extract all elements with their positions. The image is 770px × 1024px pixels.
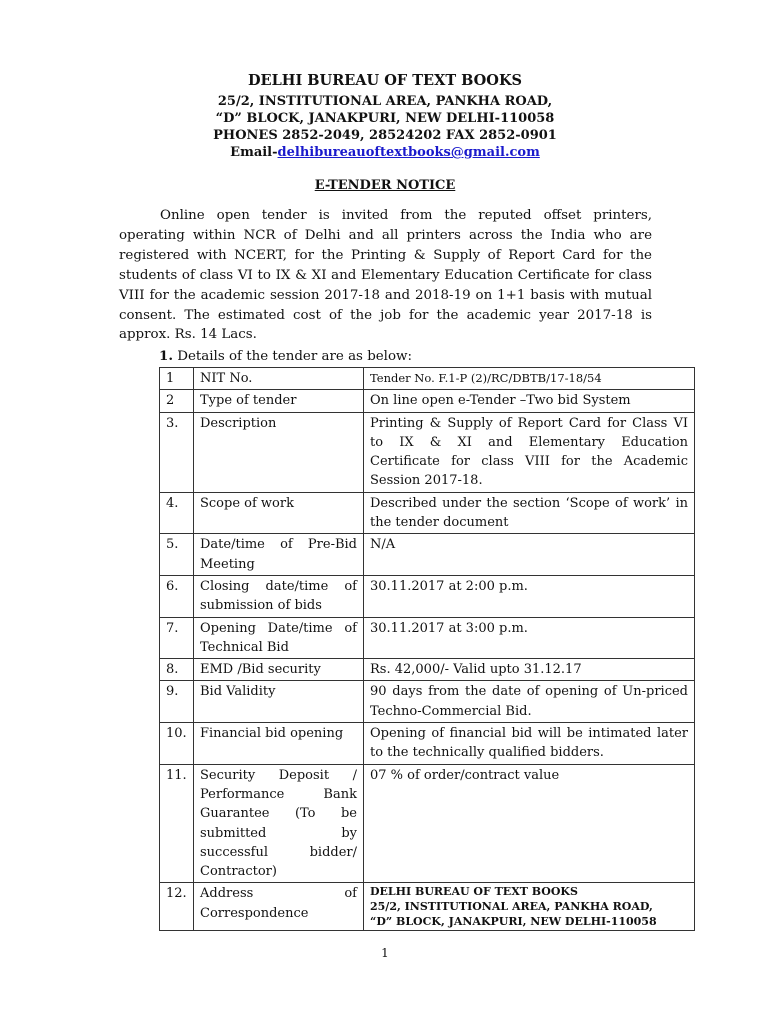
address-line: “D” BLOCK, JANAKPURI, NEW DELHI-110058 [370, 915, 657, 929]
row-number: 10. [160, 723, 194, 765]
table-row [160, 764, 695, 883]
intro-paragraph [119, 206, 652, 345]
table-row [160, 390, 695, 412]
row-number: 3. [160, 412, 194, 492]
row-number: 1 [160, 368, 194, 390]
table-row [160, 412, 695, 492]
address-line: DELHI BUREAU OF TEXT BOOKS [370, 885, 578, 899]
notice-title: E-TENDER NOTICE [314, 178, 456, 193]
email-label: Email- [230, 145, 278, 160]
table-row [160, 492, 695, 534]
row-item: Description [194, 412, 364, 492]
row-number: 8. [160, 659, 194, 681]
row-item: NIT No. [194, 368, 364, 390]
org-name: DELHI BUREAU OF TEXT BOOKS [247, 72, 523, 89]
row-detail: 07 % of order/contract value [364, 764, 695, 883]
row-item: Bid Validity [194, 681, 364, 723]
table-row [160, 575, 695, 617]
table-row [160, 723, 695, 765]
row-item: Date/time of Pre-Bid Meeting [194, 534, 364, 576]
row-detail: N/A [364, 534, 695, 576]
row-item: Security Deposit / Performance Bank Guarantee (To be submitted by successful bidder/ Contractor) [194, 764, 364, 883]
row-detail: Rs. 42,000/- Valid upto 31.12.17 [364, 659, 695, 681]
table-row [160, 534, 695, 576]
row-number: 2 [160, 390, 194, 412]
row-detail: Opening of financial bid will be intimated later to the technically qualified bidders. [364, 723, 695, 765]
details-heading-text: Details of the tender are as below: [177, 349, 413, 364]
row-detail: Tender No. F.1-P (2)/RC/DBTB/17-18/54 [364, 368, 695, 390]
tender-details-table [159, 367, 695, 931]
row-detail: Described under the section ‘Scope of work’ in the tender document [364, 492, 695, 534]
email-line [0, 144, 770, 161]
row-number: 5. [160, 534, 194, 576]
intro-text: Online open tender is invited from the reputed offset printers, operating within NCR of Delhi and all printers across the India who are registered with NCERT, for the Printing & Supply of Report Card for the students of class VI to IX & XI and Elementary Education Certificate for class VIII for the academic session 2017-18 and 2018-19 on 1+1 basis with mutual consent. The estimated cost of the job for the academic year 2017-18 is approx. Rs. 14 Lacs. [119, 208, 652, 343]
row-item: Address of Correspondence [194, 883, 364, 931]
row-detail: Printing & Supply of Report Card for Class VI to IX & XI and Elementary Education Certificate for class VIII for the Academic Session 2017-18. [364, 412, 695, 492]
email-link[interactable]: delhibureauoftextbooks@gmail.com [277, 145, 540, 160]
phones-line: PHONES 2852-2049, 28524202 FAX 2852-0901 [213, 128, 557, 143]
address-line-1: 25/2, INSTITUTIONAL AREA, PANKHA ROAD, [217, 94, 553, 109]
row-number: 6. [160, 575, 194, 617]
table-row [160, 659, 695, 681]
row-item: Financial bid opening [194, 723, 364, 765]
address-line-2: “D” BLOCK, JANAKPURI, NEW DELHI-110058 [215, 111, 555, 126]
address-line: 25/2, INSTITUTIONAL AREA, PANKHA ROAD, [370, 900, 653, 914]
table-row [160, 368, 695, 390]
row-item: Type of tender [194, 390, 364, 412]
row-item: Opening Date/time of Technical Bid [194, 617, 364, 659]
page-number: 1 [381, 946, 389, 960]
row-number: 4. [160, 492, 194, 534]
row-number: 7. [160, 617, 194, 659]
table-row [160, 617, 695, 659]
row-detail-address [364, 883, 695, 931]
row-item: EMD /Bid security [194, 659, 364, 681]
row-number: 11. [160, 764, 194, 883]
row-detail: 30.11.2017 at 3:00 p.m. [364, 617, 695, 659]
row-number: 9. [160, 681, 194, 723]
row-item: Closing date/time of submission of bids [194, 575, 364, 617]
row-detail: On line open e-Tender –Two bid System [364, 390, 695, 412]
row-number: 12. [160, 883, 194, 931]
table-row [160, 681, 695, 723]
details-heading [159, 348, 412, 364]
row-detail: 90 days from the date of opening of Un-priced Techno-Commercial Bid. [364, 681, 695, 723]
details-heading-number: 1. [159, 348, 173, 364]
row-item: Scope of work [194, 492, 364, 534]
row-detail: 30.11.2017 at 2:00 p.m. [364, 575, 695, 617]
table-row [160, 883, 695, 931]
